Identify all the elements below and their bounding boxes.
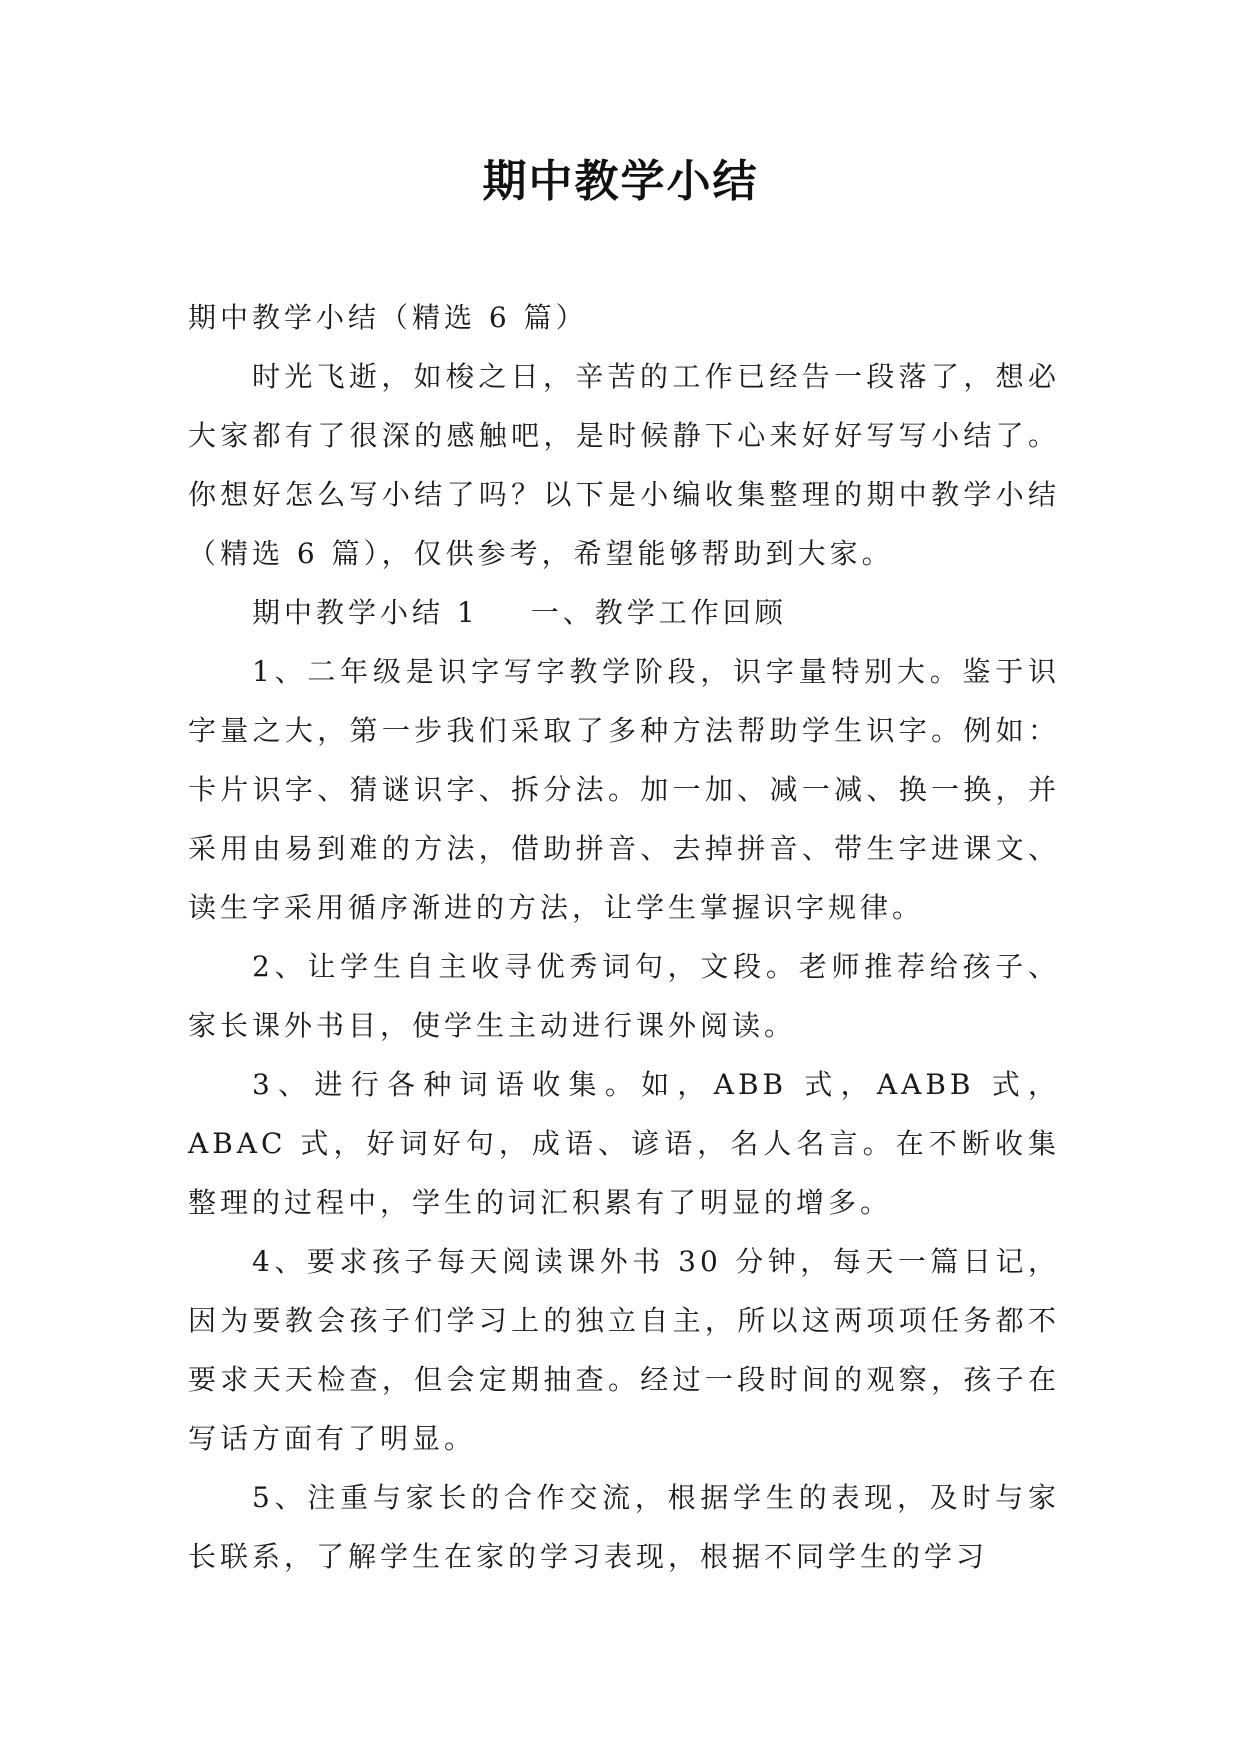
- document-subtitle: 期中教学小结（精选 6 篇）: [188, 301, 588, 334]
- list-item: 1、二年级是识字写字教学阶段，识字量特别大。鉴于识字量之大，第一步我们采取了多种方法帮助学生识字。例如：卡片识字、猜谜识字、拆分法。加一加、减一减、换一换，并采用由易到难的方法，借助拼音、去掉拼音、带生字进课文、读生字采用循序渐进的方法，让学生掌握识字规律。: [188, 655, 1060, 924]
- document-body: [188, 288, 1060, 1586]
- list-item: 5、注重与家长的合作交流，根据学生的表现，及时与家长联系，了解学生在家的学习表现，根据不同学生的学习: [188, 1481, 1060, 1573]
- intro-paragraph: 时光飞逝，如梭之日，辛苦的工作已经告一段落了，想必大家都有了很深的感触吧，是时候静下心来好好写写小结了。你想好怎么写小结了吗？以下是小编收集整理的期中教学小结（精选 6 篇），仅供参考，希望能够帮助到大家。: [188, 360, 1060, 570]
- document-title: 期中教学小结: [482, 156, 759, 207]
- list-item: 3、进行各种词语收集。如，ABB 式，AABB 式，ABAC 式，好词好句，成语、谚语，名人名言。在不断收集整理的过程中，学生的词汇积累有了明显的增多。: [188, 1068, 1060, 1219]
- list-item: 4、要求孩子每天阅读课外书 30 分钟，每天一篇日记，因为要教会孩子们学习上的独立自主，所以这两项项任务都不要求天天检查，但会定期抽查。经过一段时间的观察，孩子在写话方面有了明显。: [188, 1245, 1060, 1455]
- list-item: 2、让学生自主收寻优秀词句，文段。老师推荐给孩子、家长课外书目，使学生主动进行课外阅读。: [188, 950, 1060, 1042]
- section-heading-line: [188, 583, 1060, 642]
- section-label: 期中教学小结 1: [252, 596, 479, 629]
- section-heading: 一、教学工作回顾: [530, 596, 787, 629]
